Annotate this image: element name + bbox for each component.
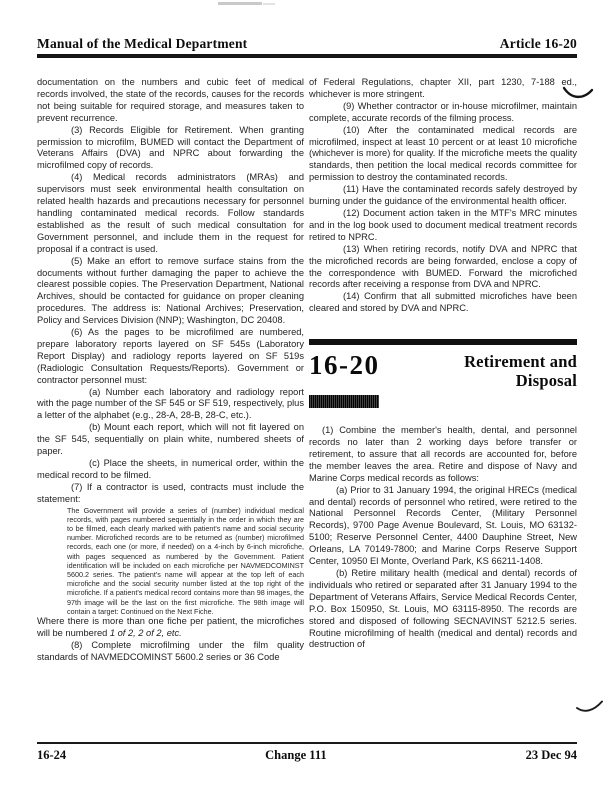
paragraph: (12) Document action taken in the MTF's MRC minutes and in the log book used to document medical treatment records retired to NPRC. (309, 207, 577, 242)
page-footer (37, 742, 577, 763)
scan-artifact-pen-curve-bottom (576, 698, 604, 720)
footer-page-number: 16-24 (37, 748, 67, 762)
paragraph: (4) Medical records administrators (MRAs) and supervisors must seek environmental health consultation on related health hazards and precautions necessary for personnel handling contaminated medical records. Follow standards established as the result of such medical consultation for Government personnel, and include them in the request for proposal if a contract is used. (37, 172, 304, 254)
paragraph: (c) Place the sheets, in numerical order, within the medical record to be filmed. (37, 458, 304, 480)
footer-change-number: Change 111 (265, 748, 327, 762)
page-header (37, 36, 577, 58)
paragraph: Where there is more than one fiche per patient, the microfiches will be numbered 1 of 2, 2 of 2, etc. (37, 616, 304, 638)
footer-date: 23 Dec 94 (525, 748, 577, 762)
left-column (37, 77, 304, 664)
section-heading-row (309, 352, 577, 390)
right-column-bottom-paragraphs (309, 425, 577, 651)
paragraph: documentation on the numbers and cubic feet of medical records involved, the state of the records, causes for the records not being suitable for required storage, and measures taken to prevent recurrence. (37, 77, 304, 123)
right-column (309, 77, 577, 651)
paragraph: (10) After the contaminated medical records are microfilmed, inspect at least 10 percent or at least 10 microfiche (whichever is more) for quality. If the microfiche meets the quality standards, then petition the local medical records committee for permission to destroy the contaminated records. (309, 124, 577, 183)
paragraph: (3) Records Eligible for Retirement. When granting permission to microfilm, BUMED will contact the Department of Veterans Affairs (DVA) and NPRC about forwarding the microfilmed copy of records. (37, 124, 304, 171)
paragraph: (7) If a contractor is used, contracts must include the statement: (37, 481, 304, 504)
paragraph: (b) Retire military health (medical and dental) records of individuals who retired or separated after 31 January 1994 to the Department of Veterans Affairs, Service Medical Records Center, P.O. Box 150950, St. Louis, MO 63115-8950. The records are stored and disposed of following SECNAVINST 5212.5 series. Routine microfilming of health (medical and dental) records and destruction of (309, 568, 577, 650)
paragraph: (13) When retiring records, notify DVA and NPRC that the microfiched records are being forwarded, enclose a copy of the correspondence with BUMED. Forward the microfiched records after receiving a response from DVA and NPRC. (309, 243, 577, 290)
paragraph: (b) Mount each report, which will not fit layered on the SF 545, sequentially on plain white, numbered sheets of paper. (37, 422, 304, 457)
section-heading-halftone-bar (309, 395, 379, 408)
paragraph: (8) Complete microfilming under the film quality standards of NAVMEDCOMINST 5600.2 series or 36 Code (37, 639, 304, 662)
paragraph: (a) Number each laboratory and radiology report with the page number of the SF 545 or SF 519, respectively, plus a letter of the alphabet (e.g., 28-A, 28-B, 28-C, etc.). (37, 386, 304, 421)
paragraph: (14) Confirm that all submitted microfiches have been cleared and stored by DVA and NPRC. (309, 291, 577, 314)
paragraph: (6) As the pages to be microfilmed are numbered, prepare laboratory reports layered on SF 545s (Laboratory Report Display) and radiology reports layered on SF 519s (Radiologic Consultation Requests/Reports). Government or contractor personnel must: (37, 327, 304, 385)
paragraph: (9) Whether contractor or in-house microfilmer, maintain complete, accurate records of the filming process. (309, 100, 577, 123)
paragraph: (5) Make an effort to remove surface stains from the documents without further damaging the paper to achieve the clearest possible copies. The Preservation Department, National Archives, should be contacted for guidance on proper cleaning procedures. The address is: National Archives; Preservation, Policy and Services Division (NNP); Washington, DC 20408. (37, 255, 304, 326)
header-manual-title: Manual of the Medical Department (37, 36, 248, 51)
header-article-number: Article 16-20 (499, 36, 577, 51)
section-heading-rule (309, 339, 577, 345)
scan-artifact-strip-faint (263, 3, 275, 5)
paragraph: The Government will provide a series of (number) individual medical records, with pages numbered sequentially in the order in which they are to be filmed, each clearly marked with patient's name and social security number. Microfiched records are to be returned as (number) microfilmed records, each one (or more, if needed) on a 4-inch by 6-inch microfiche, with pages sequenced as numbered by the Government. Patient identification will be included on each microfiche per NAVMEDCOMINST 5600.2 series. The patient's name will appear at the top left of each microfiche and the social security number listed at the top right of the microfiche. If a patient's medical record contains more than 98 images, the 97th image will be the last on the first microfiche. The 98th image will contain a target: Continued on the Next Fiche. (67, 505, 304, 616)
section-title: Retirement and Disposal (464, 352, 577, 391)
paragraph: (a) Prior to 31 January 1994, the original HRECs (medical and dental) records of personnel who retired, were retired to the National Personnel Records Center, (Military Personnel Records), 9700 Page Avenue Boulevard, St. Louis, MO 63132-5100; Reserve Personnel Center, 4400 Dauphine Street, New Orleans, LA 70149-7800; and Marine Corps Reserve Support Center, 10950 El Monte, Overland Park, KS 66211-1408. (309, 484, 577, 567)
paragraph: of Federal Regulations, chapter XII, part 1230, 7-188 ed., whichever is more stringent. (309, 77, 577, 99)
scan-artifact-strip (218, 2, 262, 5)
right-column-top-paragraphs (309, 77, 577, 315)
paragraph: (1) Combine the member's health, dental, and personnel records no later than 2 working days before transfer or retirement, to assure that all records are accounted for, before the member leaves the area. Retire and dispose of Navy and Marine Corps medical records as follows: (309, 425, 577, 483)
section-number: 16-20 (309, 350, 380, 381)
paragraph: (11) Have the contaminated records safely destroyed by burning under the guidance of the environmental health officer. (309, 184, 577, 207)
section-heading-16-20 (309, 339, 577, 408)
